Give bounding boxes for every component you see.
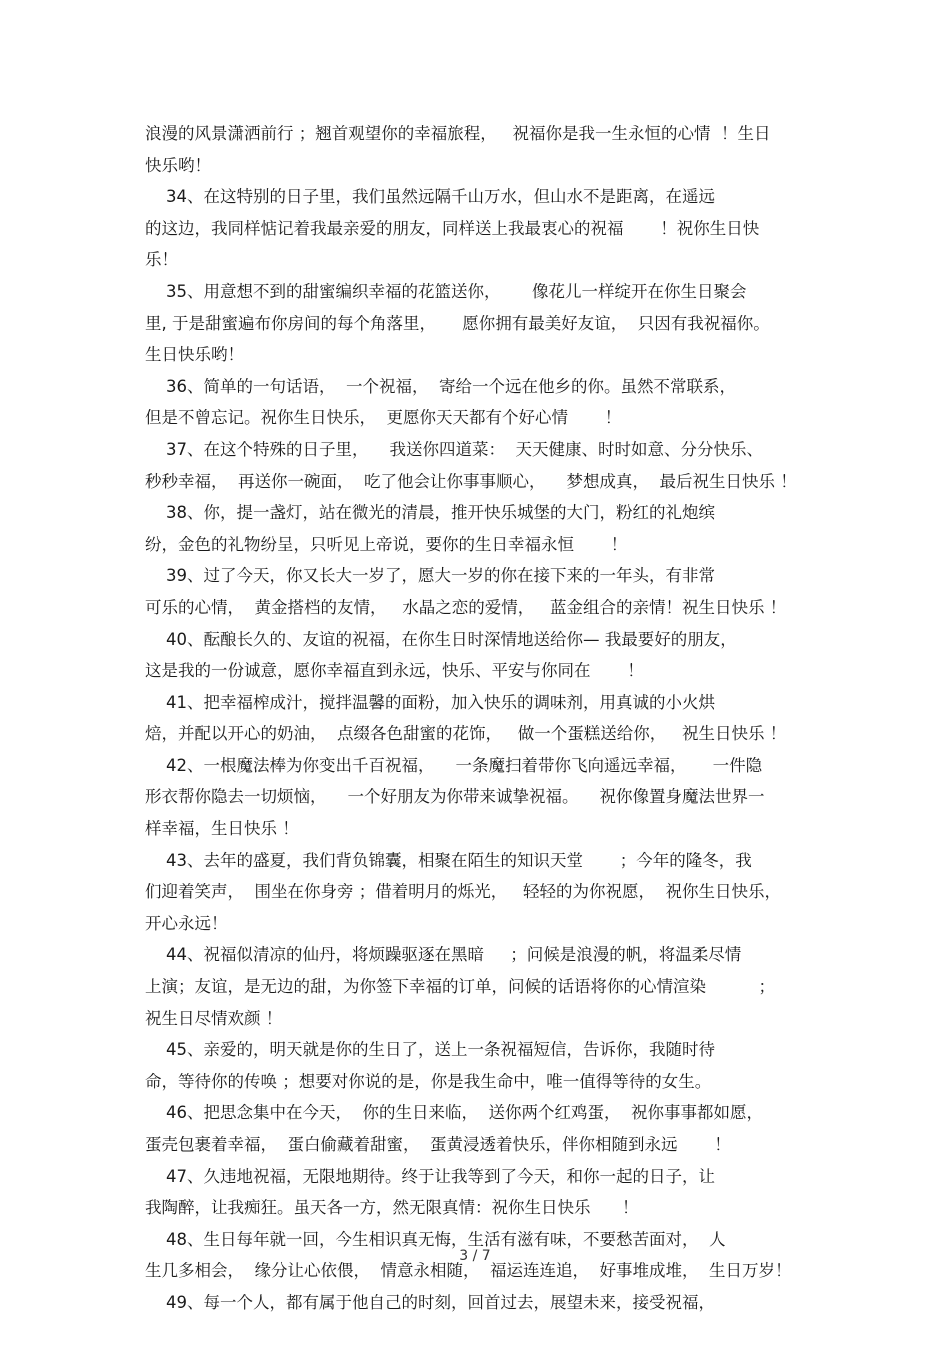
- text-line: 快乐哟！: [145, 155, 211, 175]
- text-line: 乐！: [145, 250, 178, 270]
- text-line: 形衣帮你隐去一切烦恼， 一个好朋友为你带来诚挚祝福。 祝你像置身魔法世界一: [145, 787, 765, 807]
- text-line: 38、你，提一盏灯，站在微光的清晨，推开快乐城堡的大门，粉红的礼炮缤: [145, 503, 715, 523]
- paragraph: [145, 276, 810, 371]
- text-line: 这是我的一份诚意，愿你幸福直到永远，快乐、平安与你同在 ！: [145, 661, 644, 681]
- paragraph: [145, 624, 810, 687]
- text-line: 的这边，我同样惦记着我最亲爱的朋友，同样送上我最衷心的祝福 ！祝你生日快: [145, 218, 760, 238]
- paragraph: [145, 371, 810, 434]
- paragraph: [145, 434, 810, 497]
- text-line: 秒秒幸福， 再送你一碗面， 吃了他会让你事事顺心， 梦想成真， 最后祝生日快乐 ！: [145, 471, 797, 491]
- text-line: 开心永远！: [145, 913, 228, 933]
- text-line: 浪漫的风景潇洒前行 ；翘首观望你的幸福旅程， 祝福你是我一生永恒的心情 ！生日: [145, 124, 771, 143]
- text-line: 们迎着笑声， 围坐在你身旁 ；借着明月的烁光， 轻轻的为你祝愿， 祝你生日快乐，: [145, 882, 781, 902]
- text-line: 样幸福，生日快乐 ！: [145, 819, 299, 839]
- text-line: 46、把思念集中在今天， 你的生日来临， 送你两个红鸡蛋， 祝你事事都如愿，: [145, 1103, 763, 1123]
- paragraph: [145, 181, 810, 276]
- page-number: 3 / 7: [459, 1248, 491, 1264]
- text-line: 45、亲爱的，明天就是你的生日了，送上一条祝福短信，告诉你，我随时待: [145, 1040, 715, 1060]
- text-line: 47、久违地祝福，无限地期待。终于让我等到了今天，和你一起的日子，让: [145, 1166, 715, 1186]
- text-line: 焙，并配以开心的奶油， 点缀各色甜蜜的花饰， 做一个蛋糕送给你， 祝生日快乐 ！: [145, 724, 787, 744]
- text-line: 生日快乐哟！: [145, 345, 244, 365]
- text-line: 44、祝福似清凉的仙丹，将烦躁驱逐在黑暗 ；问候是浪漫的帆，将温柔尽情: [145, 945, 742, 965]
- paragraph: [145, 939, 810, 1034]
- document-body: [145, 118, 810, 1319]
- text-line: 但是不曾忘记。祝你生日快乐， 更愿你天天都有个好心情 ！: [145, 408, 622, 428]
- text-line: 42、一根魔法棒为你变出千百祝福， 一条魔扫着带你飞向遥远幸福， 一件隐: [145, 755, 763, 775]
- paragraph: [145, 118, 810, 181]
- paragraph: [145, 1287, 810, 1319]
- text-line: 蛋壳包裹着幸福， 蛋白偷藏着甜蜜， 蛋黄浸透着快乐，伴你相随到永远 ！: [145, 1135, 731, 1154]
- text-line: 41、把幸福榨成汁，搅拌温馨的面粉，加入快乐的调味剂，用真诚的小火烘: [145, 692, 715, 712]
- paragraph: [145, 845, 810, 940]
- text-line: 上演；友谊，是无边的甜，为你签下幸福的订单，问候的话语将你的心情渲染 ；: [145, 977, 775, 997]
- paragraph: [145, 750, 810, 845]
- text-line: 生几多相会， 缘分让心依偎， 情意永相随， 福运连连追， 好事堆成堆， 生日万岁！: [145, 1261, 792, 1281]
- text-line: 里, 于是甜蜜遍布你房间的每个角落里， 愿你拥有最美好友谊， 只因有我祝福你。: [145, 313, 770, 333]
- text-line: 34、在这特别的日子里，我们虽然远隔千山万水，但山水不是距离，在遥远: [145, 187, 715, 207]
- text-line: 可乐的心情， 黄金搭档的友情， 水晶之恋的爱情， 蓝金组合的亲情！祝生日快乐 ！: [145, 597, 787, 617]
- text-line: 纷，金色的礼物纷呈，只听见上帝说，要你的生日幸福永恒 ！: [145, 534, 628, 554]
- paragraph: [145, 560, 810, 623]
- text-line: 48、生日每年就一回，今生相识真无悔，生活有滋有味，不要愁苦面对， 人: [145, 1229, 726, 1249]
- text-line: 35、用意想不到的甜蜜编织幸福的花篮送你， 像花儿一样绽开在你生日聚会: [145, 281, 747, 301]
- text-line: 43、去年的盛夏，我们背负锦囊，相聚在陌生的知识天堂 ；今年的隆冬，我: [145, 850, 752, 870]
- text-line: 37、在这个特殊的日子里， 我送你四道菜： 天天健康、时时如意、分分快乐、: [145, 439, 763, 459]
- text-line: 40、酝酿长久的、友谊的祝福，在你生日时深情地送给你— 我最要好的朋友，: [145, 629, 737, 649]
- text-line: 祝生日尽情欢颜 ！: [145, 1008, 283, 1028]
- paragraph: [145, 687, 810, 750]
- text-line: 命，等待你的传唤 ；想要对你说的是，你是我生命中，唯一值得等待的女生。: [145, 1071, 712, 1091]
- paragraph: [145, 1097, 810, 1160]
- paragraph: [145, 497, 810, 560]
- text-line: 39、过了今天，你又长大一岁了，愿大一岁的你在接下来的一年头，有非常: [145, 566, 715, 586]
- text-line: 36、简单的一句话语， 一个祝福， 寄给一个远在他乡的你。虽然不常联系，: [145, 376, 736, 396]
- paragraph: [145, 1034, 810, 1097]
- paragraph: [145, 1161, 810, 1224]
- text-line: 我陶醉，让我痴狂。虽天各一方，然无限真情：祝你生日快乐 ！: [145, 1198, 639, 1218]
- text-line: 49、每一个人，都有属于他自己的时刻，回首过去，展望未来，接受祝福，: [145, 1292, 715, 1312]
